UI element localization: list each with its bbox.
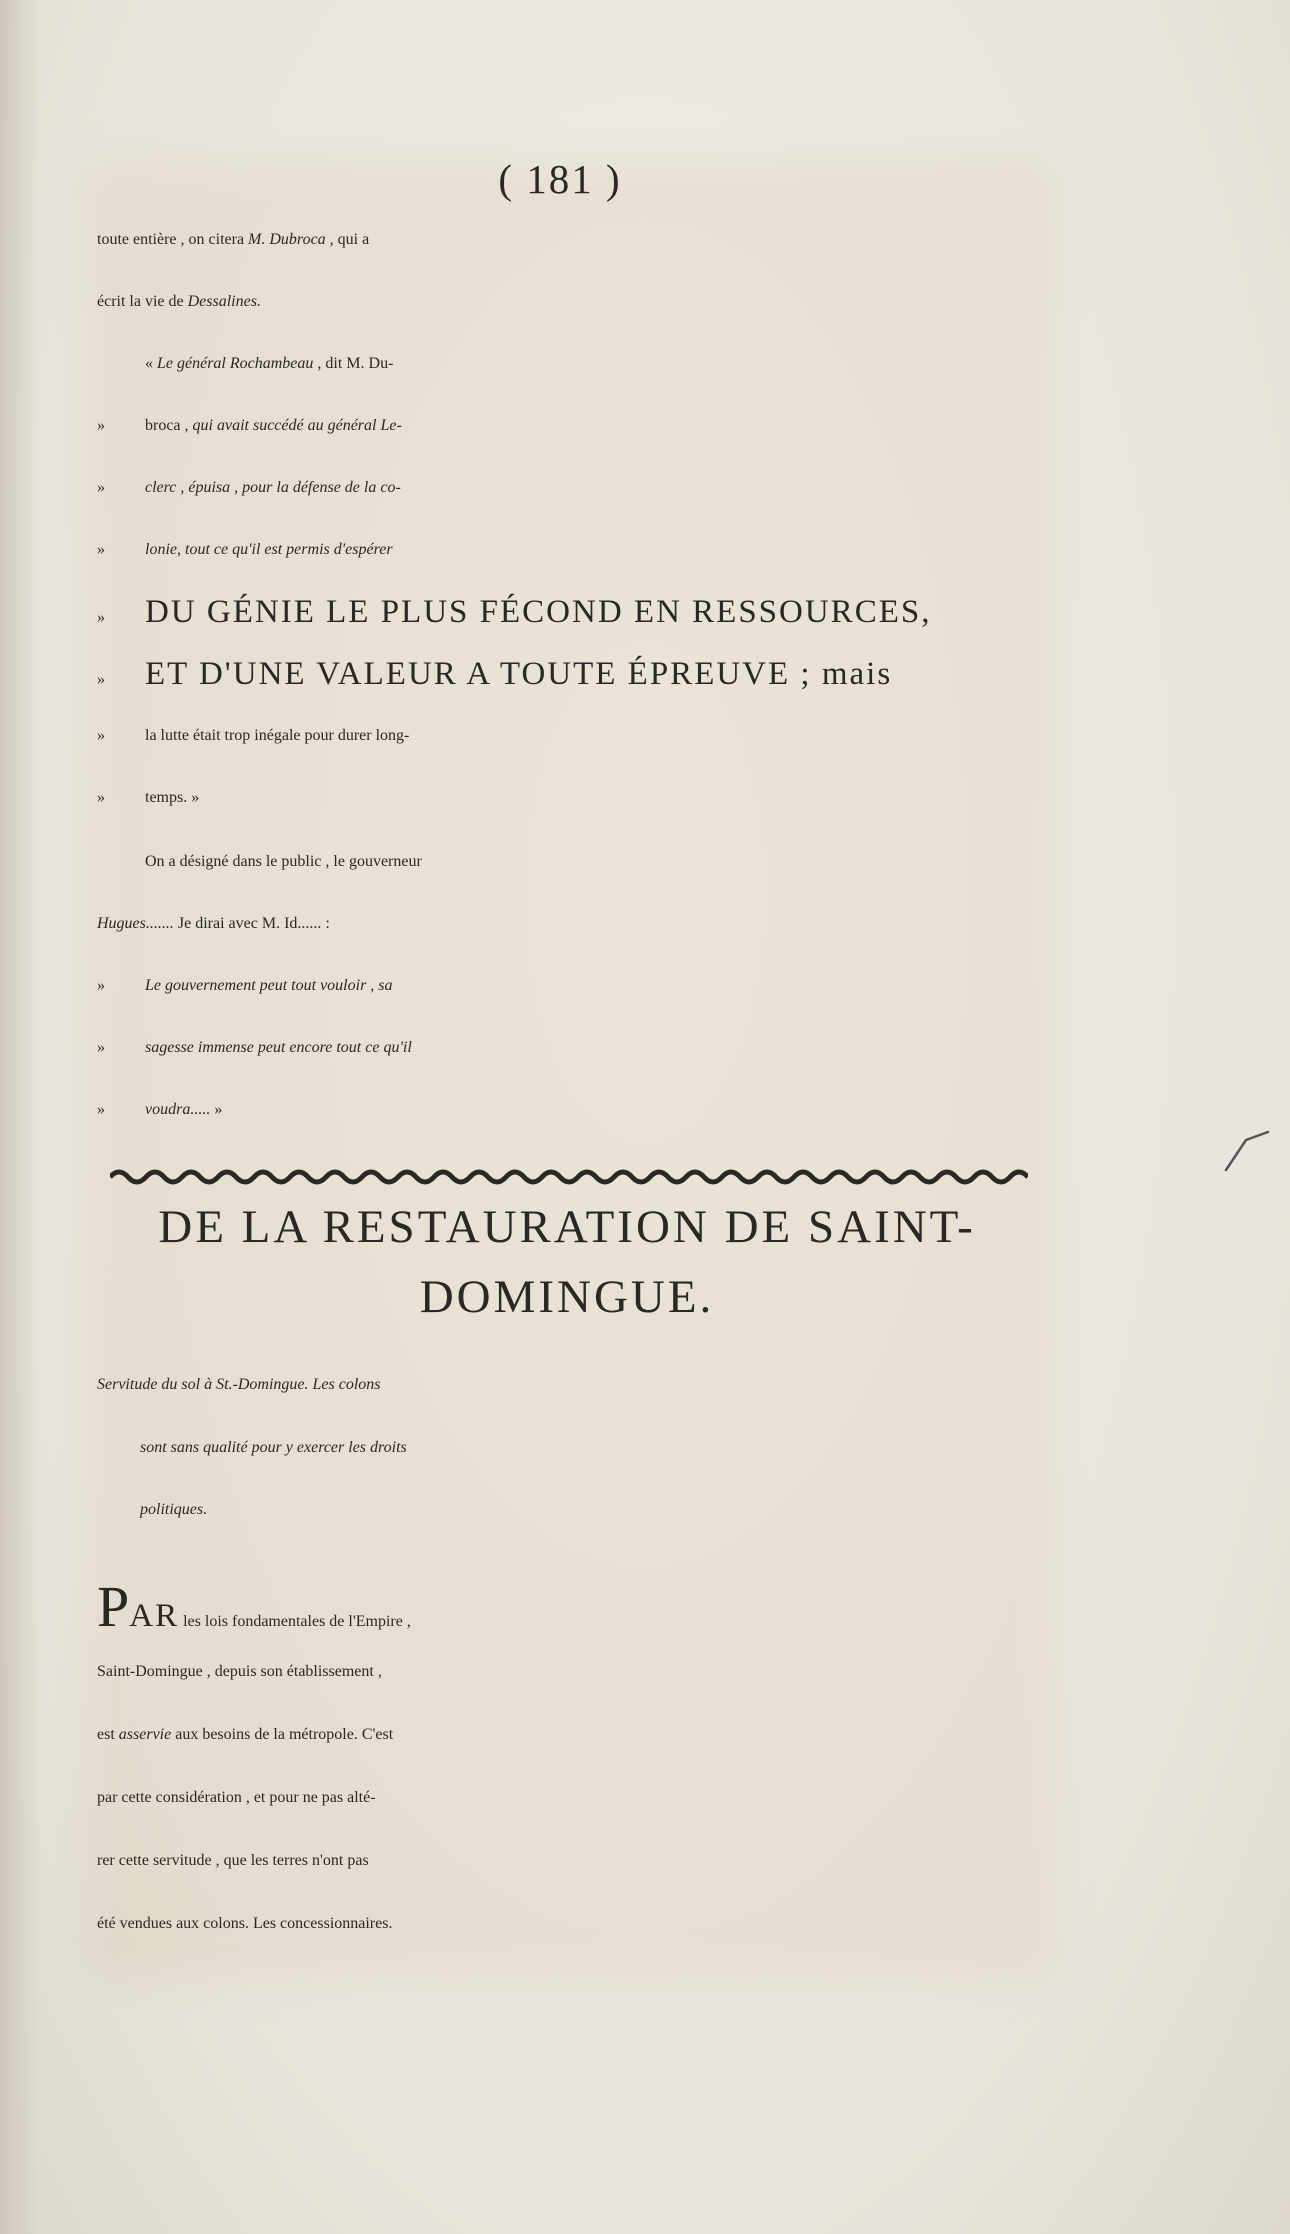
text-line: On a désigné dans le public , le gouverneur [145, 853, 422, 870]
page-number: ( 181 ) [498, 156, 622, 202]
paragraph-line: été vendues aux colons. Les concessionnaires. [97, 1915, 393, 1932]
paragraph-line: rer cette servitude , que les terres n'ont pas [97, 1852, 369, 1869]
paragraph-line: PAR les lois fondamentales de l'Empire , [97, 1574, 411, 1639]
text-line: » DU GÉNIE LE PLUS FÉCOND EN RESSOURCES, [97, 594, 932, 630]
text-line: toute entière , on citera M. Dubroca , qui a [97, 231, 370, 248]
section-title: DE LA RESTAURATION DE SAINT- [158, 1201, 976, 1253]
text-line: » temps. » [97, 789, 200, 806]
paragraph-line: est asservie aux besoins de la métropole. C'est [97, 1726, 394, 1743]
section-subtitle: sont sans qualité pour y exercer les droits [140, 1439, 407, 1456]
section-title-cont: DOMINGUE. [419, 1271, 715, 1323]
text-line: » Le gouvernement peut tout vouloir , sa [97, 977, 393, 994]
paragraph-line: par cette considération , et pour ne pas alté- [97, 1789, 376, 1806]
text-line: » clerc , épuisa , pour la défense de la co- [97, 479, 401, 496]
text-line: » voudra..... » [97, 1101, 223, 1118]
text-line: Hugues....... Je dirai avec M. Id...... : [97, 915, 330, 932]
pencil-mark-icon [1222, 1128, 1270, 1174]
section-subtitle: politiques. [140, 1501, 208, 1518]
text-line: écrit la vie de Dessalines. [97, 293, 261, 310]
text-line: « Le général Rochambeau , dit M. Du- [145, 355, 394, 372]
text-line: » la lutte était trop inégale pour durer long- [97, 727, 410, 744]
ornamental-divider [110, 1162, 1028, 1192]
text-line: » lonie, tout ce qu'il est permis d'espérer [97, 541, 393, 558]
text-line: » ET D'UNE VALEUR A TOUTE ÉPREUVE ; mais [97, 656, 893, 692]
section-subtitle: Servitude du sol à St.-Domingue. Les colons [97, 1376, 381, 1393]
text-line: » broca , qui avait succédé au général Le- [97, 417, 402, 434]
text-line: » sagesse immense peut encore tout ce qu'il [97, 1039, 412, 1056]
drop-cap: P [97, 1574, 130, 1639]
paragraph-line: Saint-Domingue , depuis son établissement , [97, 1663, 382, 1680]
